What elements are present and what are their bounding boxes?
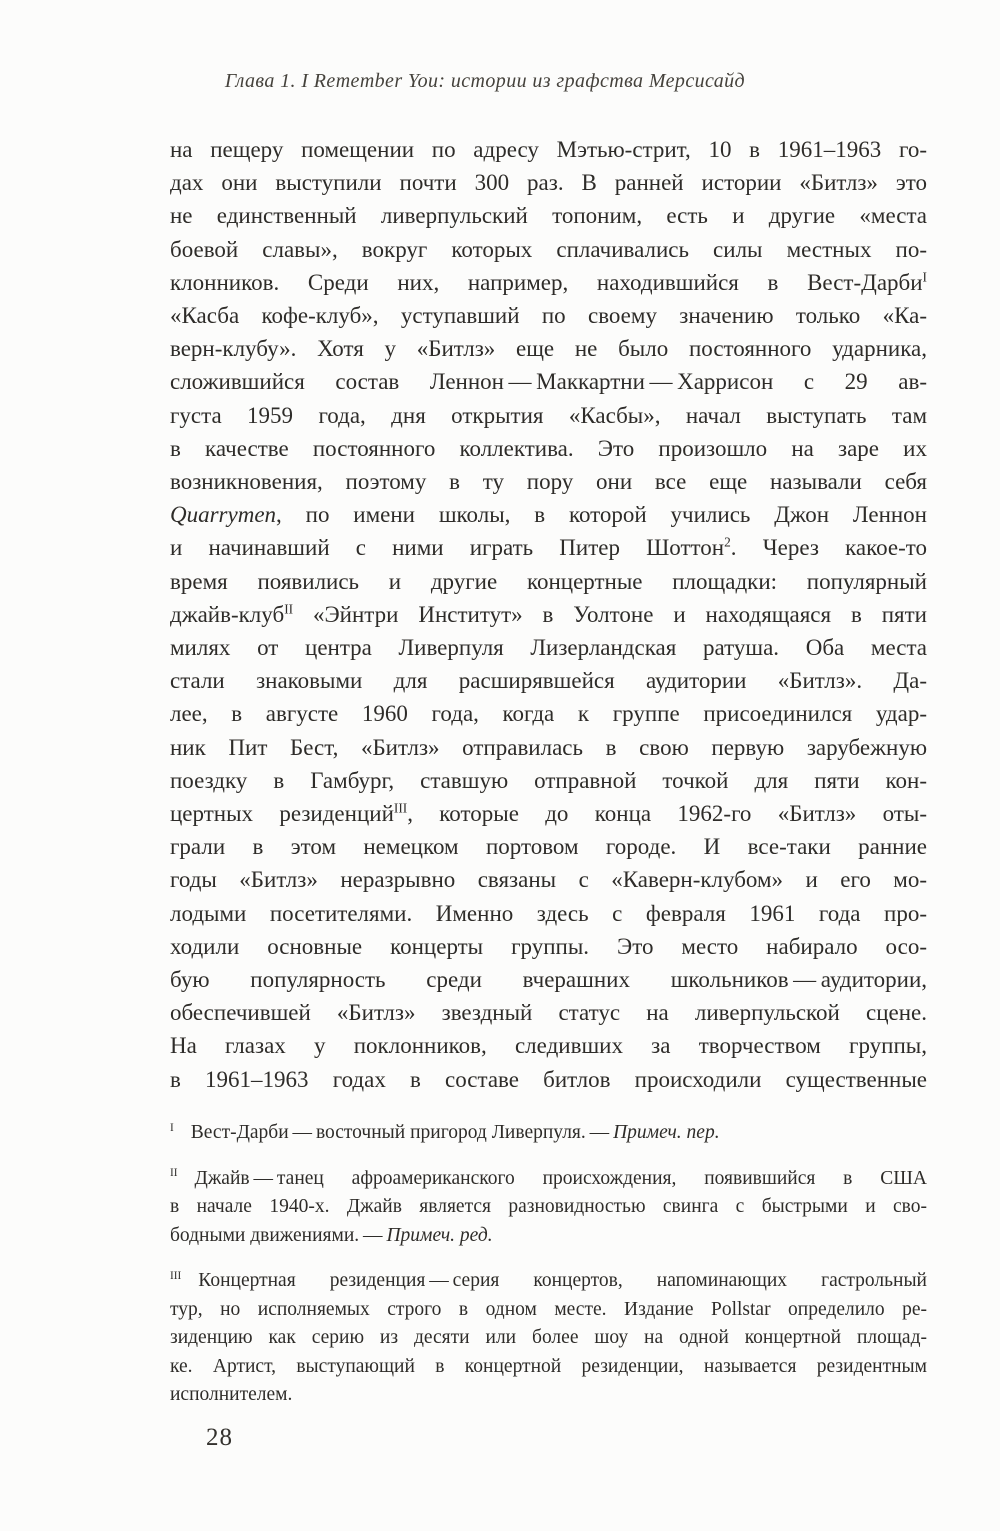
footnote-marker: II [170,1167,178,1179]
text-line [170,631,927,664]
footnote [170,1267,927,1410]
text-segment: исполнителем. [170,1384,293,1405]
text-line [170,531,927,564]
text-line [170,1353,927,1382]
text-segment: сложившийся состав Леннон — Маккартни — Харрисон с 29 ав- [170,369,927,395]
text-segment: Примеч. пер. [613,1122,720,1143]
text-line [170,299,927,332]
text-segment: годы «Битлз» неразрывно связаны с «Каверн-клубом» и его мо- [170,867,927,893]
text-segment: густа 1959 года, дня открытия «Касбы», начал выступать там [170,402,927,428]
text-segment: Джайв — танец афроамериканского происхождения, появившийся в США [194,1167,927,1189]
text-segment: Концертная резиденция — серия концертов, напоминающих гастрольный [198,1270,927,1291]
text-segment: стали знаковыми для расширявшейся аудитории «Битлз». Да- [170,668,927,694]
text-segment: цертных резиденций [170,801,394,827]
text-line [170,697,927,730]
text-segment: время появились и другие концертные площадки: популярный [170,568,927,594]
text-line [170,897,927,930]
text-segment: , по имени школы, в которой учились Джон Леннон [276,502,927,528]
text-line [170,963,927,996]
footnote-ref: III [393,800,408,816]
text-line [170,465,927,498]
text-line [170,1324,927,1353]
text-line [170,199,927,232]
text-line [170,565,927,598]
text-segment: ходили основные концерты группы. Это место набирало осо- [170,933,927,959]
text-segment: в качестве постоянного коллектива. Это произошло на заре их [170,435,927,461]
text-segment: , которые до конца 1962-го «Битлз» оты- [407,801,927,827]
text-line [170,365,927,398]
text-line [170,432,927,465]
text-line [170,1193,927,1222]
text-segment: бую популярность среди вчерашних школьников — аудитории, [170,967,927,993]
text-line [170,1267,927,1296]
text-line [170,1296,927,1325]
text-segment: Примеч. ред. [386,1224,493,1246]
text-line [170,664,927,697]
running-header: Глава 1. I Remember You: истории из графства Мерсисайд [224,70,746,92]
text-segment: и начинавший с ними играть Питер Шоттон [170,535,725,561]
text-segment: Quarrymen [170,502,277,528]
text-segment: обеспечившей «Битлз» звездный статус на ливерпульской сцене. [170,1000,927,1026]
footnote [170,1165,927,1251]
footnote-marker: III [170,1269,182,1282]
text-segment: лодыми посетителями. Именно здесь с февраля 1961 года про- [170,900,927,926]
text-segment: «Касба кофе-клуб», уступавший по своему значению только «Ка- [170,303,927,329]
footnote-marker: I [170,1121,174,1134]
text-segment: «Эйнтри Институт» в Уолтоне и находящаяся в пяти [293,601,927,627]
text-segment: на пещеру помещении по адресу Мэтью-стрит, 10 в 1961–1963 го- [170,137,927,162]
text-segment: верн-клубу». Хотя у «Битлз» еще не было постоянного ударника, [170,336,927,362]
text-line [170,1381,927,1410]
text-segment: не единственный ливерпульский топоним, есть и другие «места [170,203,927,229]
text-line [170,166,927,199]
text-segment: грали в этом немецком портовом городе. И все-таки ранние [170,834,927,860]
text-line [170,133,927,166]
text-line [170,233,927,266]
text-segment: лее, в августе 1960 года, когда к группе присоединился удар- [170,701,927,727]
text-segment: ник Пит Бест, «Битлз» отправилась в свою первую зарубежную [170,734,927,760]
text-segment: ке. Артист, выступающий в концертной резиденции, называется резидентным [170,1355,927,1377]
text-line [170,930,927,963]
text-line [170,764,927,797]
body-text [170,133,927,1096]
text-segment: в 1961–1963 годах в составе битлов происходили существенные [170,1066,927,1092]
text-line [170,598,927,631]
text-segment: джайв-клуб [170,601,285,627]
text-line [170,996,927,1029]
text-line [170,863,927,896]
text-line [170,1165,927,1194]
text-line [170,1029,927,1062]
text-segment: в начале 1940-х. Джайв является разновидностью свинга с быстрыми и сво- [170,1196,927,1217]
text-segment: зиденцию как серию из десяти или более шоу на одной концертной площад- [170,1327,927,1348]
footnotes [170,1119,927,1427]
text-segment: клонников. Среди них, например, находившийся в Вест-Дарби [170,269,923,295]
text-line [170,266,927,299]
footnote-ref: I [922,269,927,285]
text-segment: возникновения, поэтому в ту пору они все еще называли себя [170,469,927,495]
text-line [170,1063,927,1096]
text-segment: бодными движениями. — [170,1224,387,1246]
text-line [170,332,927,365]
text-line [170,1222,927,1251]
footnote [170,1119,927,1148]
text-line [170,399,927,432]
text-line [170,1119,927,1148]
text-segment: тур, но исполняемых строго в одном месте. Издание Pollstar определило ре- [170,1298,927,1320]
text-segment: поездку в Гамбург, ставшую отправной точкой для пяти кон- [170,767,927,793]
text-segment: Вест-Дарби — восточный пригород Ливерпуля. — [190,1122,614,1143]
text-line [170,797,927,830]
text-line [170,830,927,863]
text-segment: дах они выступили почти 300 раз. В ранней истории «Битлз» это [170,170,927,196]
text-line [170,731,927,764]
text-segment: . Через какое-то [730,535,928,561]
footnote-ref: II [284,601,294,617]
footnote-ref: 2 [724,534,731,550]
text-line [170,498,927,531]
text-segment: боевой славы», вокруг которых сплачивались силы местных по- [170,236,927,262]
page-number: 28 [206,1424,233,1451]
text-segment: милях от центра Ливерпуля Лизерландская ратуша. Оба места [170,635,927,661]
text-segment: На глазах у поклонников, следивших за творчеством группы, [170,1033,927,1059]
